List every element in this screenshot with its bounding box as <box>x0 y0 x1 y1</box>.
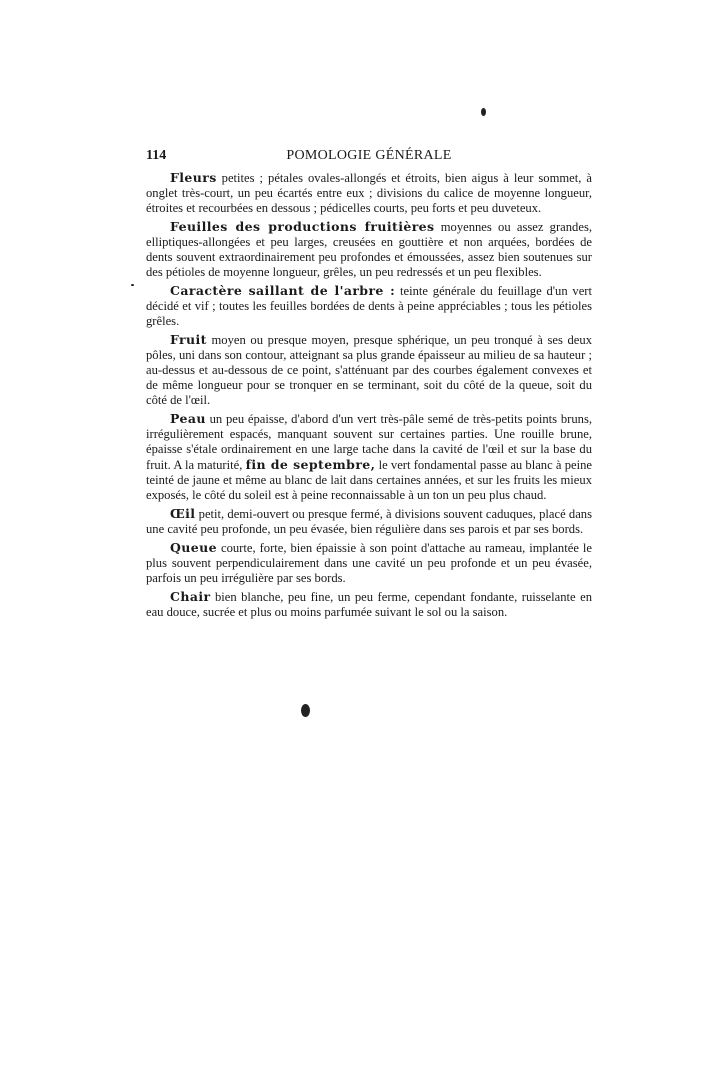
paragraph-oeil <box>146 506 592 537</box>
paragraph-lead: Caractère saillant de l'arbre : <box>170 283 396 298</box>
paragraph-queue <box>146 540 592 586</box>
paragraph-text: moyennes ou assez grandes, elliptiques-allongées et peu larges, creusées en gouttière et non arquées, bordées de dents souvent extraordinairement peu profondes et émoussées, assez bien soutenues sur des pétioles de moyenne longueur, grêles, un peu redressés et un peu flexibles. <box>146 220 592 279</box>
paragraph-text: courte, forte, bien épaissie à son point d'attache au rameau, implantée le plus souvent perpendiculairement dans une cavité un peu profonde et un peu évasée, parfois un peu irrégulière par ses bords. <box>146 541 592 585</box>
running-title: POMOLOGIE GÉNÉRALE <box>286 148 452 163</box>
paragraph-lead: Peau <box>170 411 206 426</box>
paragraph-chair <box>146 589 592 620</box>
paragraph-lead: Fleurs <box>170 170 217 185</box>
paragraph-lead: Œil <box>170 506 196 521</box>
paragraph-fruit <box>146 332 592 408</box>
paragraph-text: le vert fondamental passe au blanc à peine teinté de jaune et même au blanc de lait dans certaines années, et sur les fruits les mieux exposés, le côté du soleil est à peine reconnaissable à un ton un peu plus chaud. <box>146 458 592 502</box>
paragraph-text: petit, demi-ouvert ou presque fermé, à divisions souvent caduques, placé dans une cavité peu profonde, un peu évasée, bien régulière dans ses parois et par ses bords. <box>146 507 592 536</box>
paragraph-lead: Fruit <box>170 332 207 347</box>
paragraph-caractere <box>146 283 592 329</box>
ink-speck <box>131 284 134 286</box>
ink-speck <box>481 108 486 116</box>
page-number: 114 <box>146 148 167 163</box>
paragraph-peau <box>146 411 592 503</box>
paragraph-lead: Queue <box>170 540 217 555</box>
paragraph-text: bien blanche, peu fine, un peu ferme, cependant fondante, ruisselante en eau douce, sucrée et plus ou moins parfumée suivant le sol ou la saison. <box>146 590 592 619</box>
inline-bold: fin de septembre, <box>245 457 376 472</box>
book-page <box>146 148 592 623</box>
paragraph-text: moyen ou presque moyen, presque sphérique, un peu tronqué à ses deux pôles, uni dans son contour, atteignant sa plus grande épaisseur au milieu de sa hauteur ; au-dessus et au-dessous de ce point, s'atténuant par des courbes également convexes et de même longueur pour se tronquer en se terminant, soit du côté de la queue, soit du côté de l'œil. <box>146 333 592 407</box>
paragraph-text: petites ; pétales ovales-allongés et étroits, bien aigus à leur sommet, à onglet très-court, un peu écartés entre eux ; divisions du calice de moyenne longueur, étroites et recourbées en dessous ; pédicelles courts, peu forts et peu duveteux. <box>146 171 592 215</box>
paragraph-lead: Chair <box>170 589 211 604</box>
page-header <box>146 148 592 170</box>
paragraph-fleurs <box>146 170 592 216</box>
paragraph-text: teinte générale du feuillage d'un vert décidé et vif ; toutes les feuilles bordées de dents à peine appréciables ; tous les pétioles grêles. <box>146 284 592 328</box>
paragraph-lead: Feuilles des productions fruitières <box>170 219 435 234</box>
paragraph-text: un peu épaisse, d'abord d'un vert très-pâle semé de très-petits points bruns, irrégulièrement espacés, manquant souvent sur certaines parties. Une rouille brune, épaisse s'étale ordinairement en une large tache dans la cavité de l'œil et sur la base du fruit. A la maturité, <box>146 412 592 472</box>
paragraph-feuilles <box>146 219 592 280</box>
ink-speck <box>301 704 310 717</box>
